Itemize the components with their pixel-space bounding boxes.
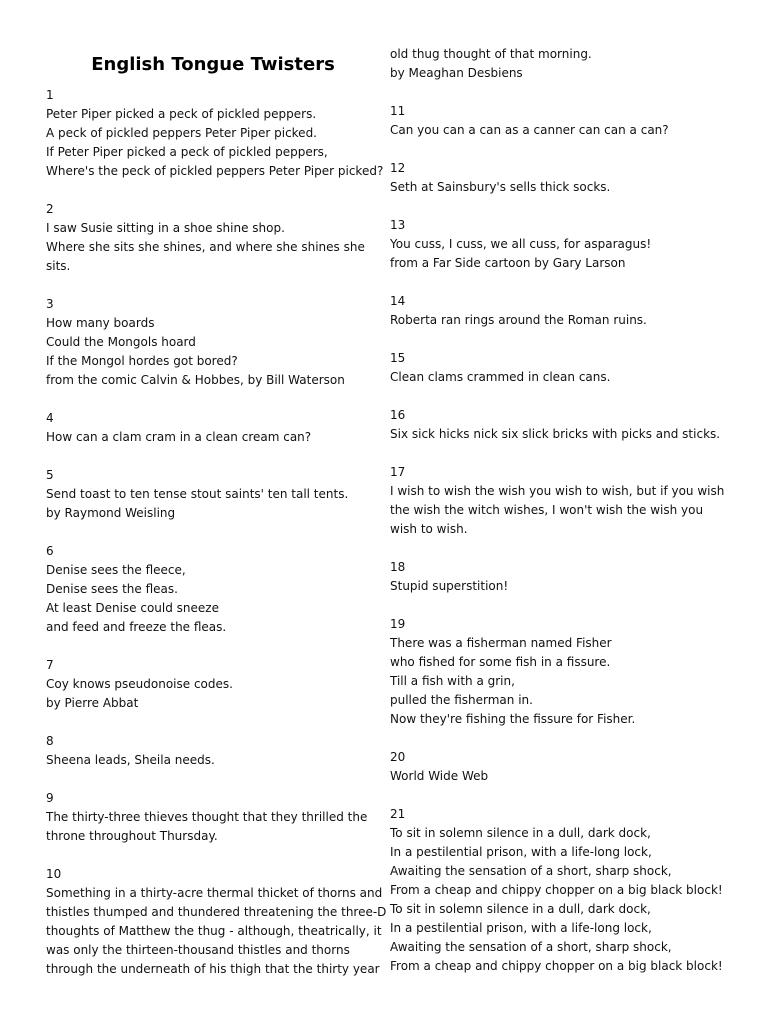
entry-line: At least Denise could sneeze bbox=[46, 601, 219, 615]
entry-number: 1 bbox=[46, 88, 54, 102]
entry-line: Awaiting the sensation of a short, sharp shock, bbox=[390, 940, 672, 954]
entry-line: A peck of pickled peppers Peter Piper picked. bbox=[46, 126, 317, 140]
entry-line: How many boards bbox=[46, 316, 155, 330]
entry-line: from a Far Side cartoon by Gary Larson bbox=[390, 256, 626, 270]
spacer bbox=[46, 447, 380, 466]
entry-line: From a cheap and chippy chopper on a big black block! bbox=[390, 883, 723, 897]
tongue-twister-entry bbox=[46, 86, 384, 181]
tongue-twister-entry bbox=[46, 466, 380, 523]
spacer bbox=[46, 276, 380, 295]
entry-line: The thirty-three thieves thought that they thrilled the bbox=[46, 810, 368, 824]
spacer bbox=[46, 770, 380, 789]
left-column bbox=[46, 45, 387, 979]
tongue-twister-entry bbox=[46, 656, 380, 713]
entry-number: 6 bbox=[46, 544, 54, 558]
entry-line: Send toast to ten tense stout saints' ten tall tents. bbox=[46, 487, 349, 501]
entry-line: I wish to wish the wish you wish to wish, but if you wish bbox=[390, 484, 725, 498]
entry-line: Can you can a can as a canner can can a can? bbox=[390, 123, 669, 137]
spacer bbox=[390, 330, 724, 349]
spacer bbox=[46, 523, 380, 542]
tongue-twister-entry bbox=[390, 615, 724, 729]
entry-number: 20 bbox=[390, 750, 406, 764]
entry-line: Six sick hicks nick six slick bricks with picks and sticks. bbox=[390, 427, 721, 441]
entry-line: Roberta ran rings around the Roman ruins. bbox=[390, 313, 647, 327]
entry-line: If the Mongol hordes got bored? bbox=[46, 354, 238, 368]
entry-line: To sit in solemn silence in a dull, dark dock, bbox=[390, 826, 651, 840]
spacer bbox=[390, 387, 724, 406]
entry-number: 21 bbox=[390, 807, 406, 821]
entry-line: I saw Susie sitting in a shoe shine shop. bbox=[46, 221, 285, 235]
entry-line: You cuss, I cuss, we all cuss, for asparagus! bbox=[390, 237, 652, 251]
entry-number: 7 bbox=[46, 658, 54, 672]
spacer bbox=[46, 637, 380, 656]
entry-line: Clean clams crammed in clean cans. bbox=[390, 370, 611, 384]
entry-line: Awaiting the sensation of a short, sharp shock, bbox=[390, 864, 672, 878]
tongue-twister-entry bbox=[390, 292, 724, 330]
entry-line: who fished for some fish in a fissure. bbox=[390, 655, 611, 669]
entry-number: 19 bbox=[390, 617, 406, 631]
spacer bbox=[390, 729, 724, 748]
spacer bbox=[46, 846, 380, 865]
entry-line: Denise sees the fleece, bbox=[46, 563, 186, 577]
spacer bbox=[46, 713, 380, 732]
entry-line: thistles thumped and thundered threatening the three-D bbox=[46, 905, 387, 919]
spacer bbox=[390, 444, 724, 463]
tongue-twister-entry bbox=[46, 542, 380, 637]
spacer bbox=[46, 181, 380, 200]
entry-number: 10 bbox=[46, 867, 62, 881]
entry-line: Now they're fishing the fissure for Fisher. bbox=[390, 712, 636, 726]
entry-line: by Pierre Abbat bbox=[46, 696, 139, 710]
entry-line: old thug thought of that morning. bbox=[390, 47, 592, 61]
entry-line: Could the Mongols hoard bbox=[46, 335, 196, 349]
entry-number: 14 bbox=[390, 294, 406, 308]
entry-number: 17 bbox=[390, 465, 406, 479]
entry-line: was only the thirteen-thousand thistles and thorns bbox=[46, 943, 350, 957]
entry-line: the wish the witch wishes, I won't wish the wish you bbox=[390, 503, 704, 517]
spacer bbox=[390, 197, 724, 216]
entry-number: 16 bbox=[390, 408, 406, 422]
spacer bbox=[390, 596, 724, 615]
tongue-twister-entry bbox=[46, 295, 380, 390]
entry-line: Where's the peck of pickled peppers Peter Piper picked? bbox=[46, 164, 384, 178]
entry-number: 2 bbox=[46, 202, 54, 216]
tongue-twister-entry bbox=[46, 409, 380, 447]
spacer bbox=[390, 539, 724, 558]
entry-number: 18 bbox=[390, 560, 406, 574]
entry-number: 4 bbox=[46, 411, 54, 425]
tongue-twister-entry bbox=[390, 216, 724, 273]
entry-number: 3 bbox=[46, 297, 54, 311]
right-column bbox=[390, 45, 724, 976]
entry-line: from the comic Calvin & Hobbes, by Bill Waterson bbox=[46, 373, 345, 387]
entry-line: throne throughout Thursday. bbox=[46, 829, 218, 843]
entry-line: How can a clam cram in a clean cream can? bbox=[46, 430, 312, 444]
entry-line: Peter Piper picked a peck of pickled peppers. bbox=[46, 107, 317, 121]
entry-number: 11 bbox=[390, 104, 406, 118]
entry-line: pulled the fisherman in. bbox=[390, 693, 533, 707]
entry-line: through the underneath of his thigh that the thirty year bbox=[46, 962, 380, 976]
document-title: English Tongue Twisters bbox=[91, 54, 335, 75]
entry-number: 9 bbox=[46, 791, 54, 805]
continued-entry-text bbox=[390, 45, 724, 83]
tongue-twister-entry bbox=[390, 463, 724, 539]
tongue-twister-entry bbox=[390, 558, 724, 596]
tongue-twister-entry bbox=[390, 349, 724, 387]
entry-line: From a cheap and chippy chopper on a big black block! bbox=[390, 959, 723, 973]
entry-line: Till a fish with a grin, bbox=[390, 674, 515, 688]
tongue-twister-entry bbox=[390, 406, 724, 444]
entry-line: thoughts of Matthew the thug - although, theatrically, it bbox=[46, 924, 382, 938]
entry-number: 12 bbox=[390, 161, 406, 175]
tongue-twister-entry bbox=[390, 102, 724, 140]
entry-line: Coy knows pseudonoise codes. bbox=[46, 677, 233, 691]
tongue-twister-entry bbox=[46, 732, 380, 770]
entry-line: Stupid superstition! bbox=[390, 579, 509, 593]
tongue-twister-entry bbox=[46, 789, 380, 846]
spacer bbox=[390, 273, 724, 292]
spacer bbox=[390, 140, 724, 159]
tongue-twister-entry bbox=[390, 159, 724, 197]
entry-line: Seth at Sainsbury's sells thick socks. bbox=[390, 180, 611, 194]
entry-line: wish to wish. bbox=[390, 522, 468, 536]
tongue-twister-entry bbox=[46, 865, 387, 979]
entry-line: Where she sits she shines, and where she shines she bbox=[46, 240, 365, 254]
entry-line: There was a fisherman named Fisher bbox=[390, 636, 612, 650]
entry-line: Sheena leads, Sheila needs. bbox=[46, 753, 215, 767]
spacer bbox=[46, 390, 380, 409]
entry-line: by Meaghan Desbiens bbox=[390, 66, 523, 80]
entry-line: Something in a thirty-acre thermal thicket of thorns and bbox=[46, 886, 383, 900]
entry-line: Denise sees the fleas. bbox=[46, 582, 178, 596]
spacer bbox=[390, 83, 724, 102]
entry-line: sits. bbox=[46, 259, 71, 273]
entry-number: 13 bbox=[390, 218, 406, 232]
entry-line: and feed and freeze the fleas. bbox=[46, 620, 227, 634]
spacer bbox=[390, 786, 724, 805]
entry-line: In a pestilential prison, with a life-long lock, bbox=[390, 845, 652, 859]
entry-line: In a pestilential prison, with a life-long lock, bbox=[390, 921, 652, 935]
entry-number: 8 bbox=[46, 734, 54, 748]
entry-number: 15 bbox=[390, 351, 406, 365]
tongue-twister-entry bbox=[46, 200, 380, 276]
entry-line: by Raymond Weisling bbox=[46, 506, 176, 520]
tongue-twister-entry bbox=[390, 748, 724, 786]
entry-line: To sit in solemn silence in a dull, dark dock, bbox=[390, 902, 651, 916]
entry-line: World Wide Web bbox=[390, 769, 489, 783]
entry-line: If Peter Piper picked a peck of pickled peppers, bbox=[46, 145, 328, 159]
entry-number: 5 bbox=[46, 468, 54, 482]
tongue-twister-entry bbox=[390, 805, 724, 976]
